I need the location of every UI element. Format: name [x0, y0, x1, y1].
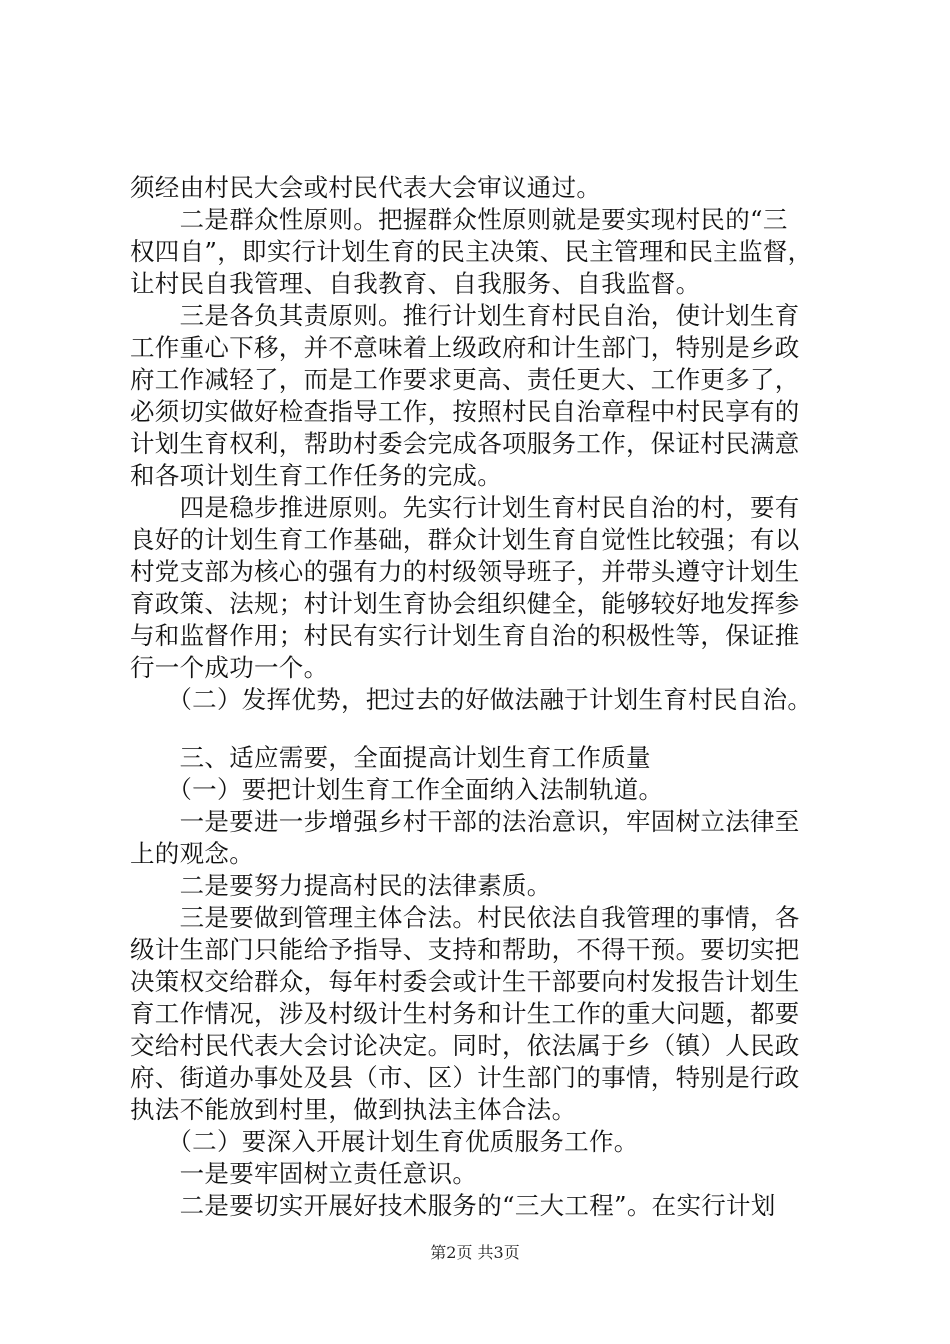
text-line: 权四自”，即实行计划生育的民主决策、民主管理和民主监督， [130, 237, 813, 266]
section-heading: 三、适应需要，全面提高计划生育工作质量 [130, 743, 651, 772]
text-line: （二）发挥优势，把过去的好做法融于计划生育村民自治。 [130, 685, 813, 714]
text-line: 良好的计划生育工作基础，群众计划生育自觉性比较强；有以 [130, 525, 800, 554]
text-line: （一）要把计划生育工作全面纳入法制轨道。 [130, 775, 664, 804]
text-line: 须经由村民大会或村民代表大会审议通过。 [130, 173, 602, 202]
text-line: 上的观念。 [130, 839, 254, 868]
text-line: 计划生育权利，帮助村委会完成各项服务工作，保证村民满意 [130, 429, 800, 458]
text-line: 二是要努力提高村民的法律素质。 [130, 871, 552, 900]
text-line: 三是要做到管理主体合法。村民依法自我管理的事情，各 [130, 903, 800, 932]
text-line: 府、街道办事处及县（市、区）计生部门的事情，特别是行政 [130, 1063, 800, 1092]
text-line: 执法不能放到村里，做到执法主体合法。 [130, 1095, 577, 1124]
text-line: 必须切实做好检查指导工作，按照村民自治章程中村民享有的 [130, 397, 800, 426]
text-line: 府工作减轻了，而是工作要求更高、责任更大、工作更多了， [130, 365, 800, 394]
text-line: 决策权交给群众，每年村委会或计生干部要向村发报告计划生 [130, 967, 800, 996]
text-line: 一是要牢固树立责任意识。 [130, 1159, 478, 1188]
text-line: 与和监督作用；村民有实行计划生育自治的积极性等，保证推 [130, 621, 800, 650]
text-line: 三是各负其责原则。推行计划生育村民自治，使计划生育 [130, 301, 800, 330]
text-line: 二是群众性原则。把握群众性原则就是要实现村民的“三 [130, 205, 788, 234]
text-line: 交给村民代表大会讨论决定。同时，依法属于乡（镇）人民政 [130, 1031, 800, 1060]
text-line: 让村民自我管理、自我教育、自我服务、自我监督。 [130, 269, 701, 298]
text-line: 四是稳步推进原则。先实行计划生育村民自治的村，要有 [130, 493, 800, 522]
text-line: 二是要切实开展好技术服务的“三大工程”。在实行计划 [130, 1191, 776, 1220]
text-line: 工作重心下移，并不意味着上级政府和计生部门，特别是乡政 [130, 333, 800, 362]
text-line: 村党支部为核心的强有力的村级领导班子，并带头遵守计划生 [130, 557, 800, 586]
text-line: （二）要深入开展计划生育优质服务工作。 [130, 1127, 639, 1156]
text-line: 育政策、法规；村计划生育协会组织健全，能够较好地发挥参 [130, 589, 800, 618]
text-line: 级计生部门只能给予指导、支持和帮助，不得干预。要切实把 [130, 935, 800, 964]
text-line: 一是要进一步增强乡村干部的法治意识，牢固树立法律至 [130, 807, 800, 836]
page-number-footer: 第2页 共3页 [430, 1243, 520, 1262]
text-line: 行一个成功一个。 [130, 653, 329, 682]
text-line: 育工作情况，涉及村级计生村务和计生工作的重大问题，都要 [130, 999, 800, 1028]
text-line: 和各项计划生育工作任务的完成。 [130, 461, 502, 490]
